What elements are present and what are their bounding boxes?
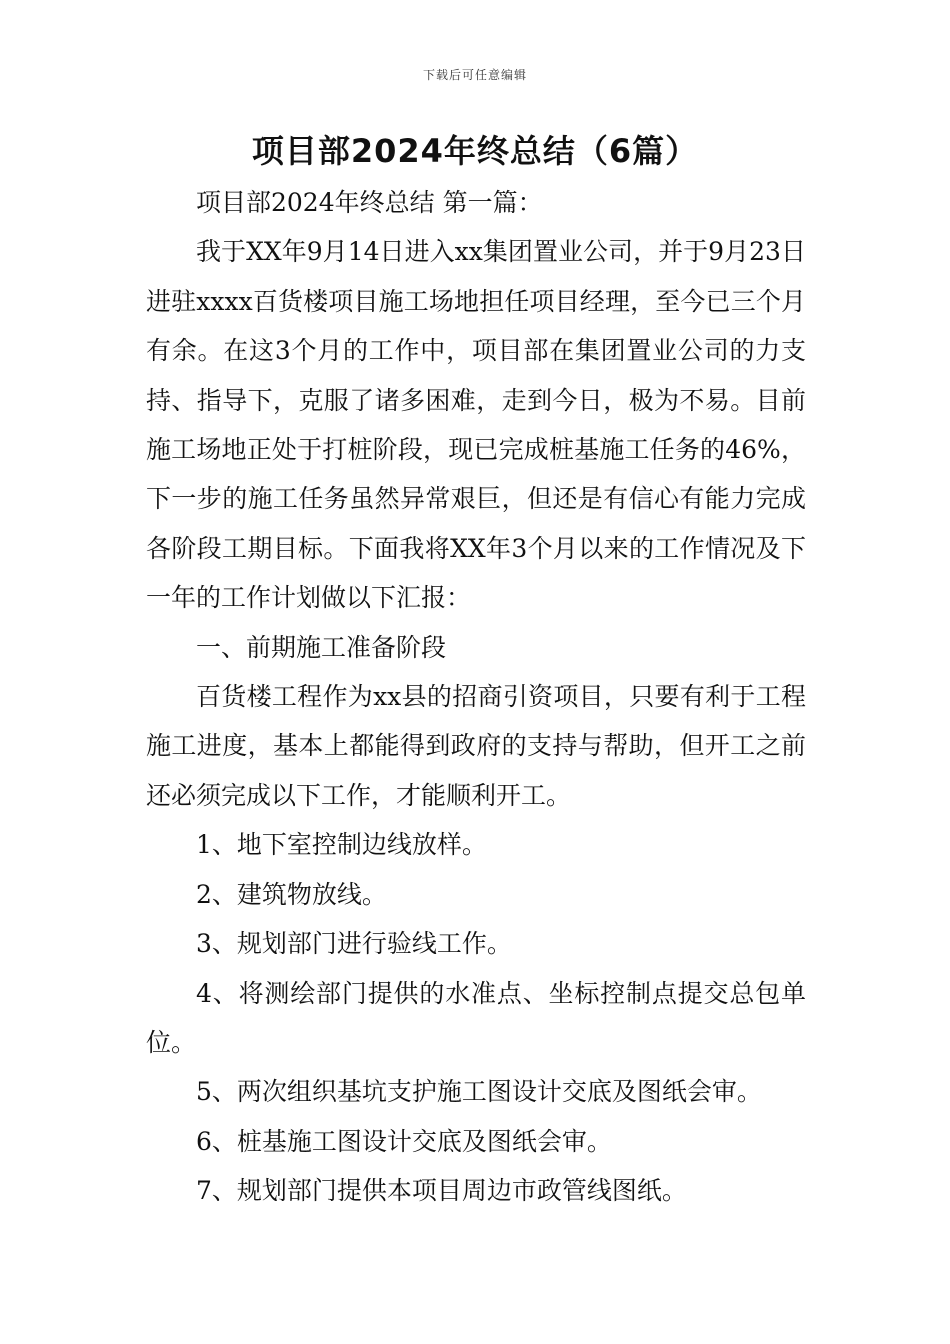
list-item: 4、将测绘部门提供的水准点、坐标控制点提交总包单位。	[146, 978, 806, 1057]
list-item: 7、规划部门提供本项目周边市政管线图纸。	[196, 1176, 687, 1206]
document-title: 项目部2024年终总结（6篇）	[251, 132, 699, 170]
document-body	[146, 178, 806, 1216]
section-heading: 一、前期施工准备阶段	[196, 632, 447, 662]
body-paragraph: 我于XX年9月14日进入xx集团置业公司，并于9月23日进驻xxxx百货楼项目施工场地担任项目经理，至今已三个月有余。在这3个月的工作中，项目部在集团置业公司的力支持、指导下，克服了诸多困难，走到今日，极为不易。目前施工场地正处于打桩阶段，现已完成桩基施工任务的46%，下一步的施工任务虽然异常艰巨，但还是有信心有能力完成各阶段工期目标。下面我将XX年3个月以来的工作情况及下一年的工作计划做以下汇报：	[146, 237, 806, 613]
body-paragraph: 百货楼工程作为xx县的招商引资项目，只要有利于工程施工进度，基本上都能得到政府的支持与帮助，但开工之前还必须完成以下工作，才能顺利开工。	[146, 682, 806, 810]
list-item: 1、地下室控制边线放样。	[196, 830, 487, 860]
section-heading: 项目部2024年终总结 第一篇：	[196, 188, 543, 217]
list-item: 6、桩基施工图设计交底及图纸会审。	[196, 1126, 612, 1156]
header-note: 下载后可任意编辑	[422, 68, 527, 82]
list-item: 5、两次组织基坑支护施工图设计交底及图纸会审。	[196, 1077, 762, 1107]
list-item: 2、建筑物放线。	[196, 879, 387, 909]
list-item: 3、规划部门进行验线工作。	[196, 929, 512, 959]
